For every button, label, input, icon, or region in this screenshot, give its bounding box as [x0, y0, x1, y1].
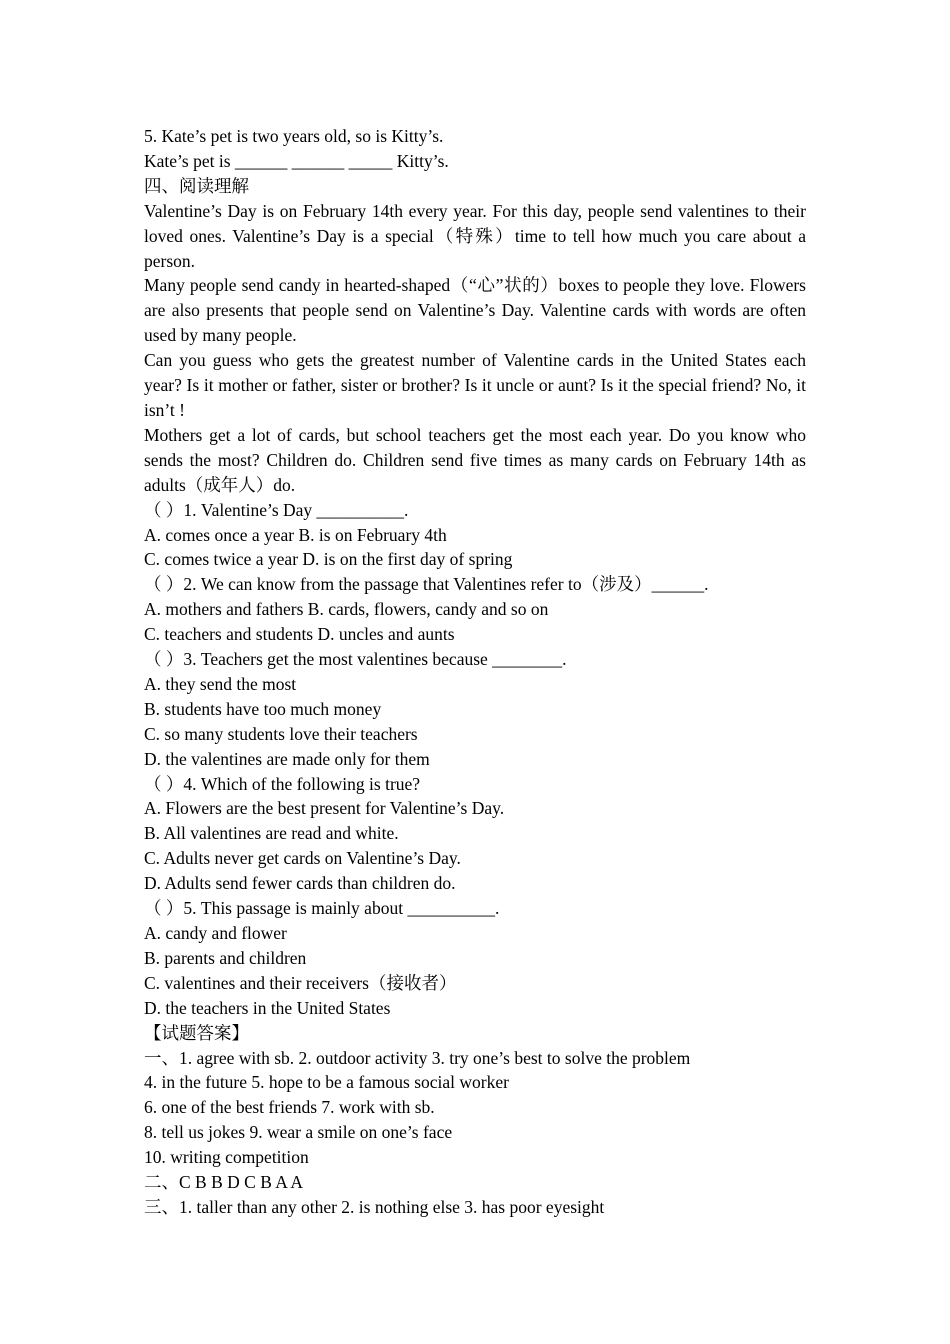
answer-line: 8. tell us jokes 9. wear a smile on one’s face: [144, 1122, 453, 1143]
question-stem: （ ）4. Which of the following is true?: [144, 773, 421, 794]
question-option: D. the valentines are made only for them: [144, 748, 430, 769]
question-1: [144, 498, 806, 573]
question-option: A. Flowers are the best present for Valentine’s Day.: [144, 798, 505, 819]
question-stem: （ ）3. Teachers get the most valentines because ________.: [144, 649, 567, 670]
question-stem: （ ）1. Valentine’s Day __________.: [144, 499, 409, 520]
reading-section-title: 四、阅读理解: [144, 175, 249, 196]
question-option: C. Adults never get cards on Valentine’s Day.: [144, 848, 461, 869]
exercise-q5-given: 5. Kate’s pet is two years old, so is Kitty’s.: [144, 126, 444, 146]
question-option: C. valentines and their receivers（接收者）: [144, 972, 457, 993]
question-option: B. students have too much money: [144, 698, 382, 719]
question-option: A. candy and flower: [144, 923, 287, 943]
reading-paragraph-2: Many people send candy in hearted-shaped（“心”状的）boxes to people they love. Flowers are also presents that people send on Valentine’s Day. Valentine cards with words are often used by many people.: [144, 275, 806, 346]
question-stem: （ ）5. This passage is mainly about __________.: [144, 898, 500, 919]
question-2: [144, 572, 806, 647]
reading-paragraph-1: Valentine’s Day is on February 14th every year. For this day, people send valentines to their loved ones. Valentine’s Day is a special（特殊）time to tell how much you care about a person.: [144, 200, 806, 271]
question-option: C. comes twice a year D. is on the first day of spring: [144, 549, 513, 570]
exercise-q5-blank: Kate’s pet is ______ ______ _____ Kitty’s.: [144, 150, 449, 171]
answer-line: 6. one of the best friends 7. work with sb.: [144, 1097, 435, 1118]
answer-line: 三、1. taller than any other 2. is nothing else 3. has poor eyesight: [144, 1196, 605, 1217]
question-option: D. Adults send fewer cards than children do.: [144, 873, 456, 894]
question-option: A. mothers and fathers B. cards, flowers, candy and so on: [144, 599, 549, 620]
reading-paragraph-3: Can you guess who gets the greatest number of Valentine cards in the United States each year? Is it mother or father, sister or brother? Is it uncle or aunt? Is it the special friend? No, it isn’t !: [144, 350, 806, 420]
answer-line: 10. writing competition: [144, 1147, 309, 1168]
answer-line: 4. in the future 5. hope to be a famous social worker: [144, 1072, 509, 1093]
question-option: B. parents and children: [144, 947, 307, 968]
question-option: A. they send the most: [144, 673, 297, 694]
question-option: C. teachers and students D. uncles and aunts: [144, 624, 455, 645]
answers-title: 【试题答案】: [144, 1022, 249, 1043]
question-3: [144, 647, 806, 772]
question-option: D. the teachers in the United States: [144, 997, 391, 1018]
question-stem: （ ）2. We can know from the passage that Valentines refer to（涉及）______.: [144, 574, 709, 595]
answer-line: 二、C B B D C B A A: [144, 1172, 304, 1193]
question-option: B. All valentines are read and white.: [144, 823, 399, 844]
question-5: [144, 896, 806, 1021]
question-option: A. comes once a year B. is on February 4th: [144, 524, 447, 545]
document-page: [144, 124, 806, 1220]
question-option: C. so many students love their teachers: [144, 723, 418, 744]
question-4: [144, 772, 806, 897]
reading-paragraph-4: Mothers get a lot of cards, but school teachers get the most each year. Do you know who sends the most? Children do. Children send five times as many cards on February 14th as adults（成年人）do.: [144, 424, 806, 495]
answer-line: 一、1. agree with sb. 2. outdoor activity 3. try one’s best to solve the problem: [144, 1047, 691, 1068]
